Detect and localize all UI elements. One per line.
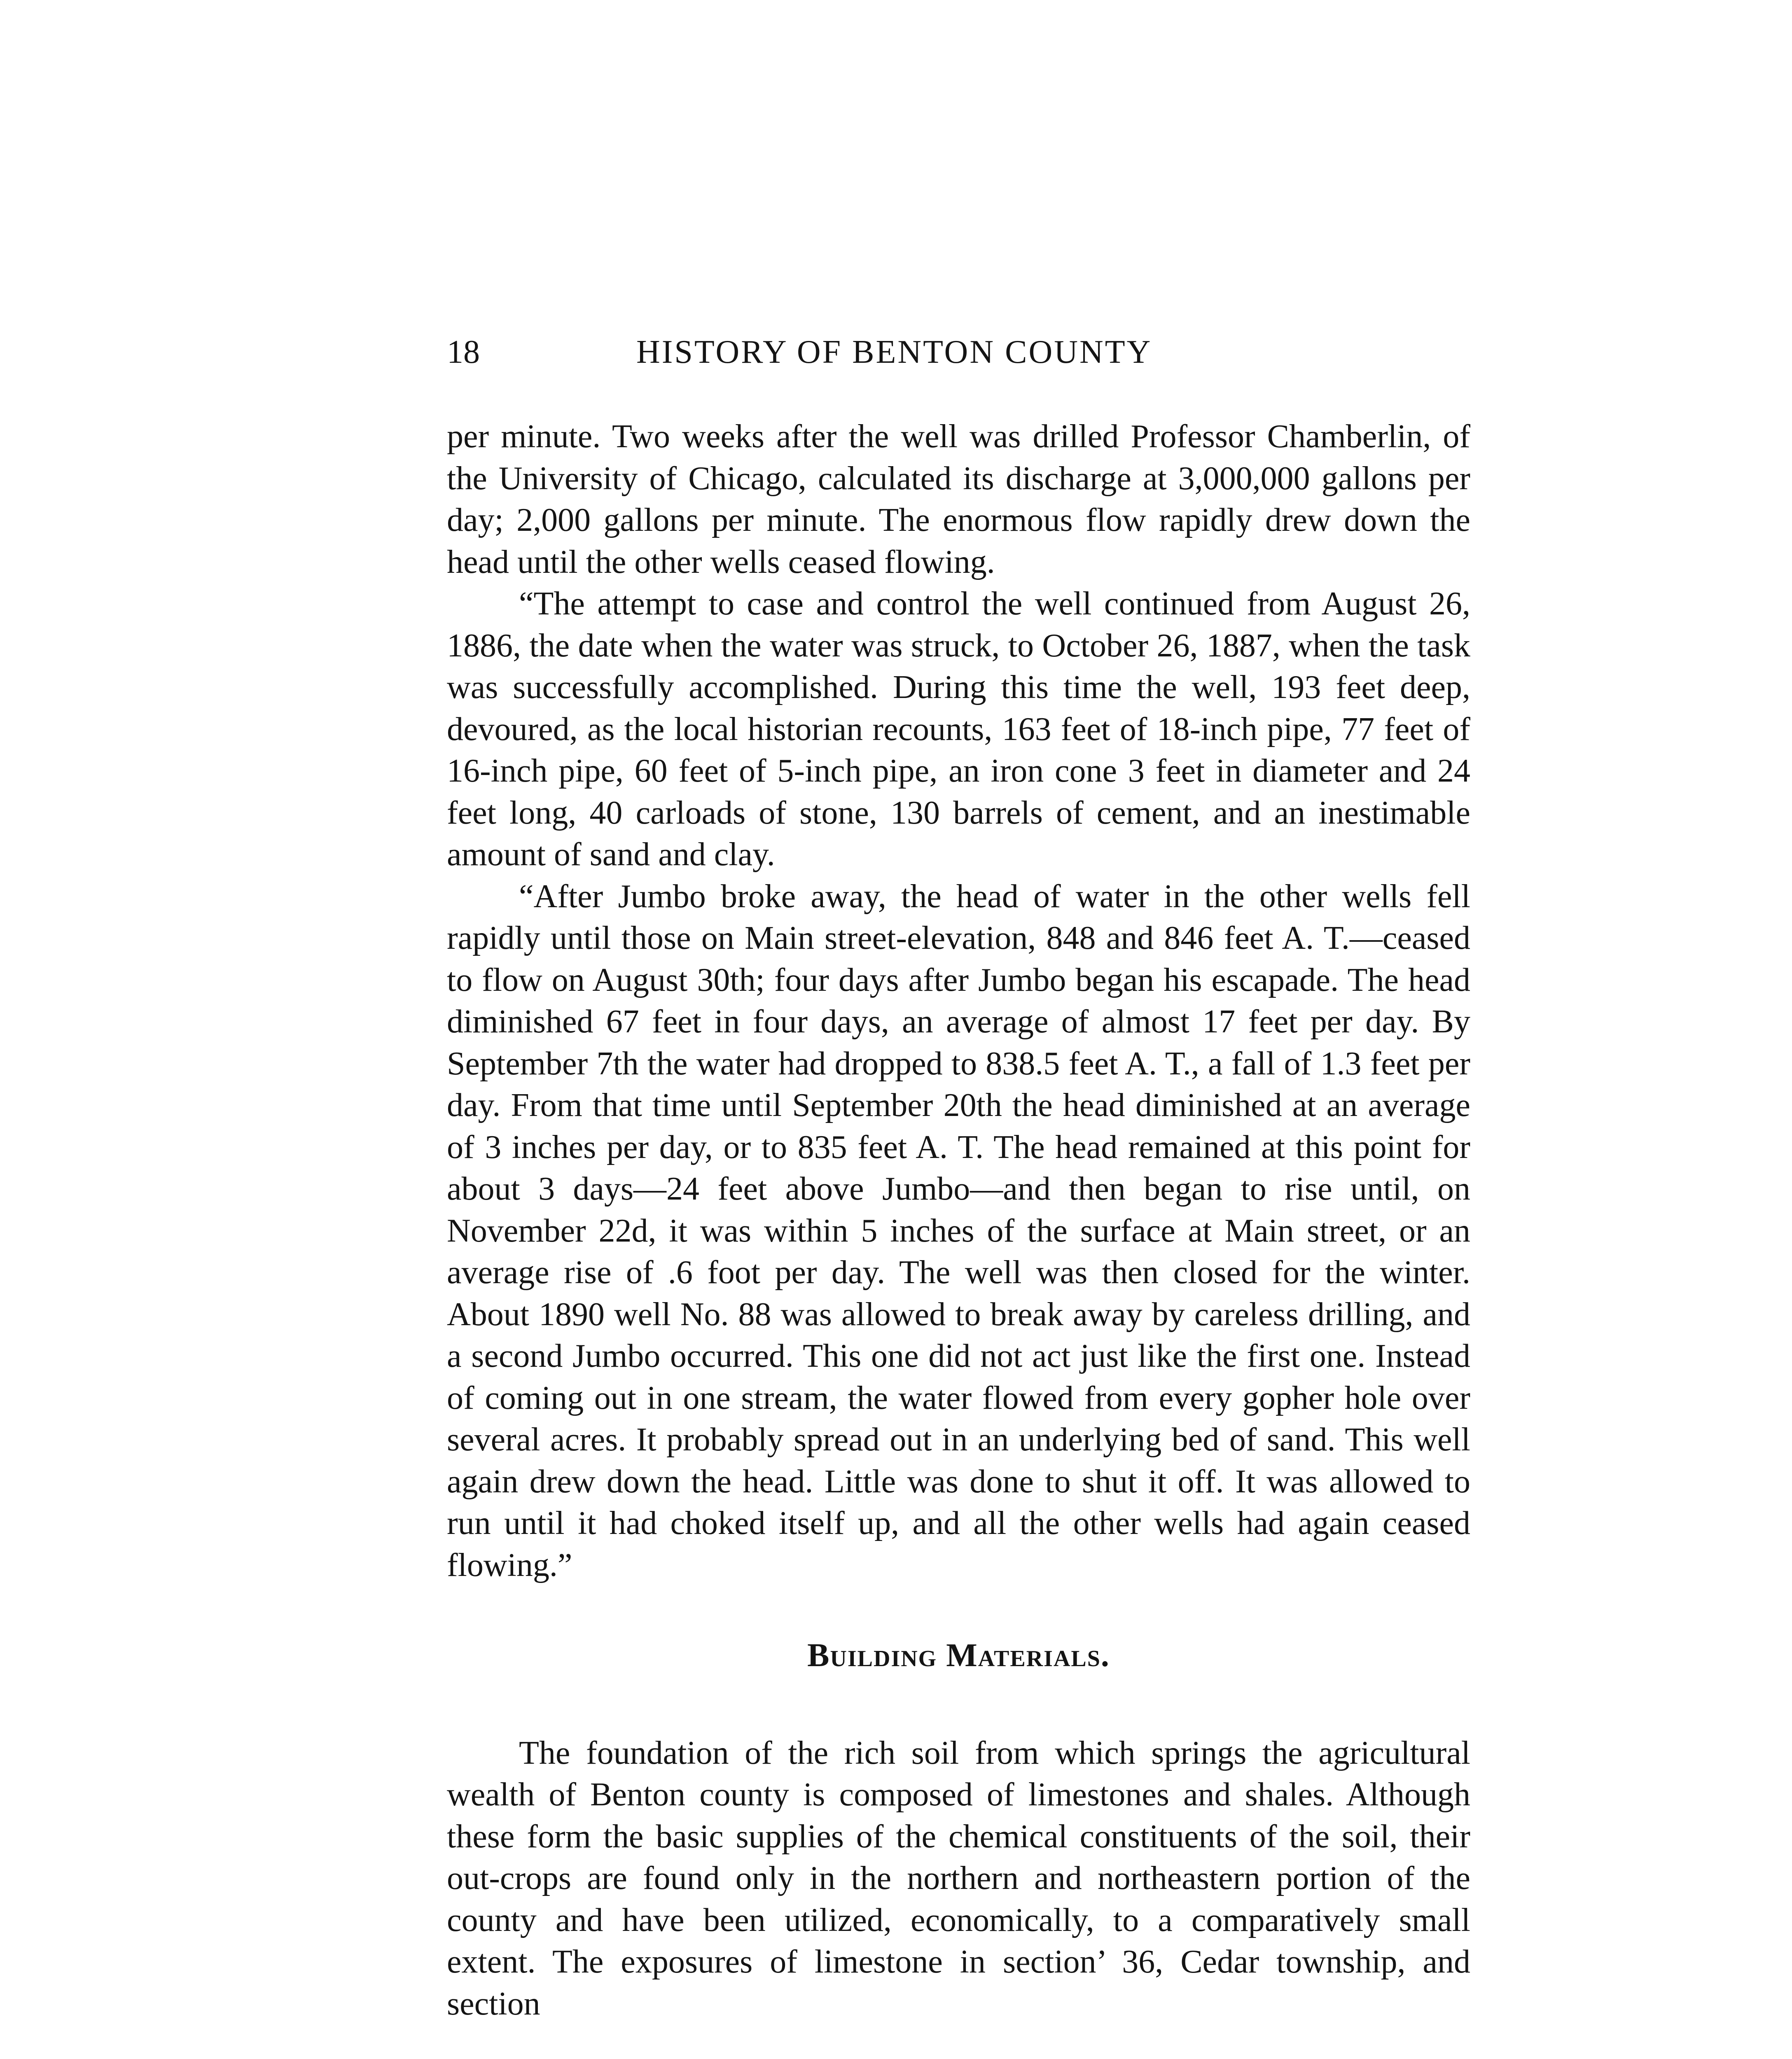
running-head (447, 329, 1301, 375)
section-heading: Building Materials. (807, 1637, 1110, 1674)
paragraph-jumbo: “After Jumbo broke away, the head of water in the other wells fell rapidly until those on Main street-elevation, 848 and 846 feet A. T.—ceased to flow on August 30th; four days after Jumbo began his escapade. The head diminished 67 feet in four days, an average of almost 17 feet per day. By September 7th the water had dropped to 838.5 feet A. T., a fall of 1.3 feet per day. From that time until September 20th the head diminished at an average of 3 inches per day, or to 835 feet A. T. The head remained at this point for about 3 days—24 feet above Jumbo—and then began to rise until, on November 22d, it was within 5 inches of the surface at Main street, or an average rise of .6 foot per day. The well was then closed for the winter. About 1890 well No. 88 was allowed to break away by careless drilling, and a second Jumbo occurred. This one did not act just like the first one. Instead of coming out in one stream, the water flowed from every gopher hole over several acres. It probably spread out in an underlying bed of sand. This well again drew down the head. Little was done to shut it off. It was allowed to run until it had choked itself up, and all the other wells had again ceased flowing.” (447, 878, 1470, 1583)
paragraph-continued: per minute. Two weeks after the well was drilled Professor Chamberlin, of the University of Chicago, calculated its discharge at 3,000,000 gallons per day; 2,000 gallons per minute. The enormous flow rapidly drew down the head until the other wells ceased flowing. (447, 418, 1470, 580)
paragraph-building-materials: The foundation of the rich soil from which springs the agricultural wealth of Benton county is composed of limestones and shales. Although these form the basic supplies of the chemical constituents of the soil, their out-crops are found only in the northern and northeastern portion of the county and have been utilized, economically, to a comparatively small extent. The exposures of limestone in section’ 36, Cedar township, and section (447, 1735, 1470, 2022)
page-number: 18 (447, 334, 480, 370)
paragraph-well-casing: “The attempt to case and control the well continued from August 26, 1886, the date when the water was struck, to October 26, 1887, when the task was successfully accomplished. During this time the well, 193 feet deep, devoured, as the local historian recounts, 163 feet of 18-inch pipe, 77 feet of 16-inch pipe, 60 feet of 5-inch pipe, an iron cone 3 feet in diameter and 24 feet long, 40 carloads of stone, 130 barrels of cement, and an inestimable amount of sand and clay. (447, 586, 1470, 873)
running-title: HISTORY OF BENTON COUNTY (636, 334, 1152, 370)
body-text (447, 416, 1470, 2025)
